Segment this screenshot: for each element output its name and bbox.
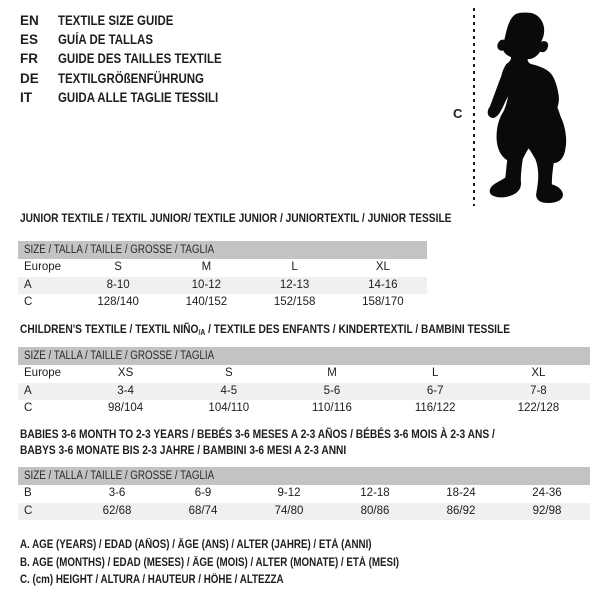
size-cell: 10-12 (191, 278, 222, 291)
babies-table-title-line2: BABYS 3-6 MONATE BIS 2-3 JAHRE / BAMBINI 3-6 MESI A 2-3 ANNI (20, 443, 347, 457)
row-label: C (24, 402, 33, 414)
babies-size-table (18, 467, 590, 520)
size-cell: 3-6 (108, 487, 126, 499)
size-cell: 5-6 (323, 384, 341, 397)
children-title-subscript: /A (198, 328, 206, 337)
table-row-age-years (18, 383, 590, 401)
language-code: IT (20, 89, 32, 105)
size-cell: 74/80 (274, 504, 304, 517)
table-row-height (18, 503, 590, 521)
size-cell: 3-4 (117, 384, 134, 397)
language-code: ES (20, 32, 39, 48)
size-cell: 6-7 (426, 384, 444, 397)
size-cell: 116/122 (414, 402, 456, 414)
table-row-height (18, 400, 590, 418)
size-header-bar (18, 467, 590, 485)
guide-title-fr: GUIDE DES TAILLES TEXTILE (58, 51, 222, 67)
table-row-europe (18, 259, 427, 277)
size-cell: S (114, 261, 122, 273)
language-row (20, 69, 251, 88)
children-title-post: / TEXTILE DES ENFANTS / KINDERTEXTIL / BAMBINI TESSILE (205, 322, 510, 336)
size-cell: 128/140 (97, 296, 139, 308)
footnotes (20, 537, 466, 590)
size-cell: 152/158 (273, 296, 316, 308)
table-row-height (18, 294, 427, 312)
row-label: A (24, 384, 32, 397)
size-cell: XL (531, 367, 546, 379)
language-row (20, 30, 251, 49)
language-code: FR (20, 51, 38, 67)
size-cell: 7-8 (530, 384, 547, 397)
language-row (20, 49, 251, 68)
children-table-title (20, 322, 510, 337)
footnote-a-text: A. AGE (YEARS) / EDAD (AÑOS) / ÂGE (ANS) / ALTER (JAHRE) / ETÀ (ANNI) (20, 539, 372, 551)
size-cell: 18-24 (446, 487, 476, 499)
size-cell: L (431, 367, 439, 379)
size-cell: 86/92 (446, 504, 476, 517)
size-cell: 122/128 (517, 402, 560, 414)
size-cell: 14-16 (368, 278, 398, 291)
table-row-age-months (18, 485, 590, 503)
junior-table-title: JUNIOR TEXTILE / TEXTIL JUNIOR/ TEXTILE JUNIOR / JUNIORTEXTIL / JUNIOR TESSILE (20, 211, 452, 225)
size-header-label: SIZE / TALLA / TAILLE / GRÖSSE / TAGLIA (24, 244, 215, 256)
row-label: Europe (24, 261, 62, 273)
footnote-b (20, 555, 466, 573)
row-label: A (24, 278, 32, 291)
size-cell: 140/152 (185, 296, 228, 308)
guide-title-it: GUIDA ALLE TAGLIE TESSILI (58, 89, 219, 105)
guide-title-en: TEXTILE SIZE GUIDE (58, 13, 174, 28)
guide-title-de: TEXTILGRÖßENFÜHRUNG (58, 70, 204, 86)
height-measure-label: C (453, 106, 463, 121)
size-cell: 62/68 (102, 504, 132, 517)
table-row-europe (18, 365, 590, 383)
size-cell: 92/98 (532, 504, 562, 517)
table-row-age-years (18, 277, 427, 295)
size-cell: 6-9 (194, 487, 212, 499)
size-cell: S (224, 367, 233, 379)
language-code: DE (20, 70, 39, 86)
size-cell: M (327, 367, 337, 379)
size-cell: L (291, 261, 298, 273)
size-cell: 4-5 (220, 384, 238, 397)
size-cell: 8-10 (106, 278, 130, 291)
size-cell: XS (117, 367, 134, 379)
footnote-c (20, 572, 466, 590)
size-cell: 110/116 (312, 402, 352, 414)
footnote-a (20, 537, 466, 555)
children-size-table (18, 347, 590, 418)
size-header-label: SIZE / TALLA / TAILLE / GRÖSSE / TAGLIA (24, 350, 215, 362)
size-cell: 9-12 (277, 487, 301, 499)
junior-size-table (18, 241, 427, 312)
row-label: C (24, 504, 33, 517)
size-header-bar (18, 347, 590, 365)
size-cell: 24-36 (532, 487, 562, 499)
size-header-label: SIZE / TALLA / TAILLE / GRÖSSE / TAGLIA (24, 470, 215, 482)
size-cell: 12-18 (360, 487, 390, 499)
row-label: C (24, 296, 33, 308)
size-cell: 98/104 (108, 402, 144, 414)
language-code: EN (20, 13, 39, 28)
row-label: Europe (24, 367, 62, 379)
size-cell: XL (375, 261, 390, 273)
toddler-silhouette-icon (488, 13, 566, 203)
row-label: B (24, 487, 32, 499)
size-cell: 158/170 (362, 296, 404, 308)
language-row (20, 88, 251, 107)
size-header-bar (18, 241, 427, 259)
language-title-list (20, 11, 251, 107)
guide-title-es: GUÍA DE TALLAS (58, 32, 153, 48)
footnote-c-text: C. (cm) HEIGHT / ALTURA / HAUTEUR / HÖHE / ALTEZZA (20, 574, 284, 586)
children-title-pre: CHILDREN'S TEXTILE / TEXTIL NIÑO (20, 322, 199, 336)
size-cell: 104/110 (208, 402, 250, 414)
babies-table-title-line1: BABIES 3-6 MONTH TO 2-3 YEARS / BEBÉS 3-6 MESES A 2-3 AÑOS / BÉBÉS 3-6 MOIS À 2-3 ANS / (20, 427, 495, 441)
size-cell: 80/86 (360, 504, 390, 517)
size-cell: 68/74 (188, 504, 218, 517)
footnote-b-text: B. AGE (MONTHS) / EDAD (MESES) / ÂGE (MOIS) / ALTER (MONATE) / ETÀ (MESI) (20, 556, 400, 569)
size-cell: M (201, 261, 212, 273)
language-row (20, 11, 251, 30)
toddler-figure (448, 0, 598, 212)
size-cell: 12-13 (279, 278, 310, 291)
